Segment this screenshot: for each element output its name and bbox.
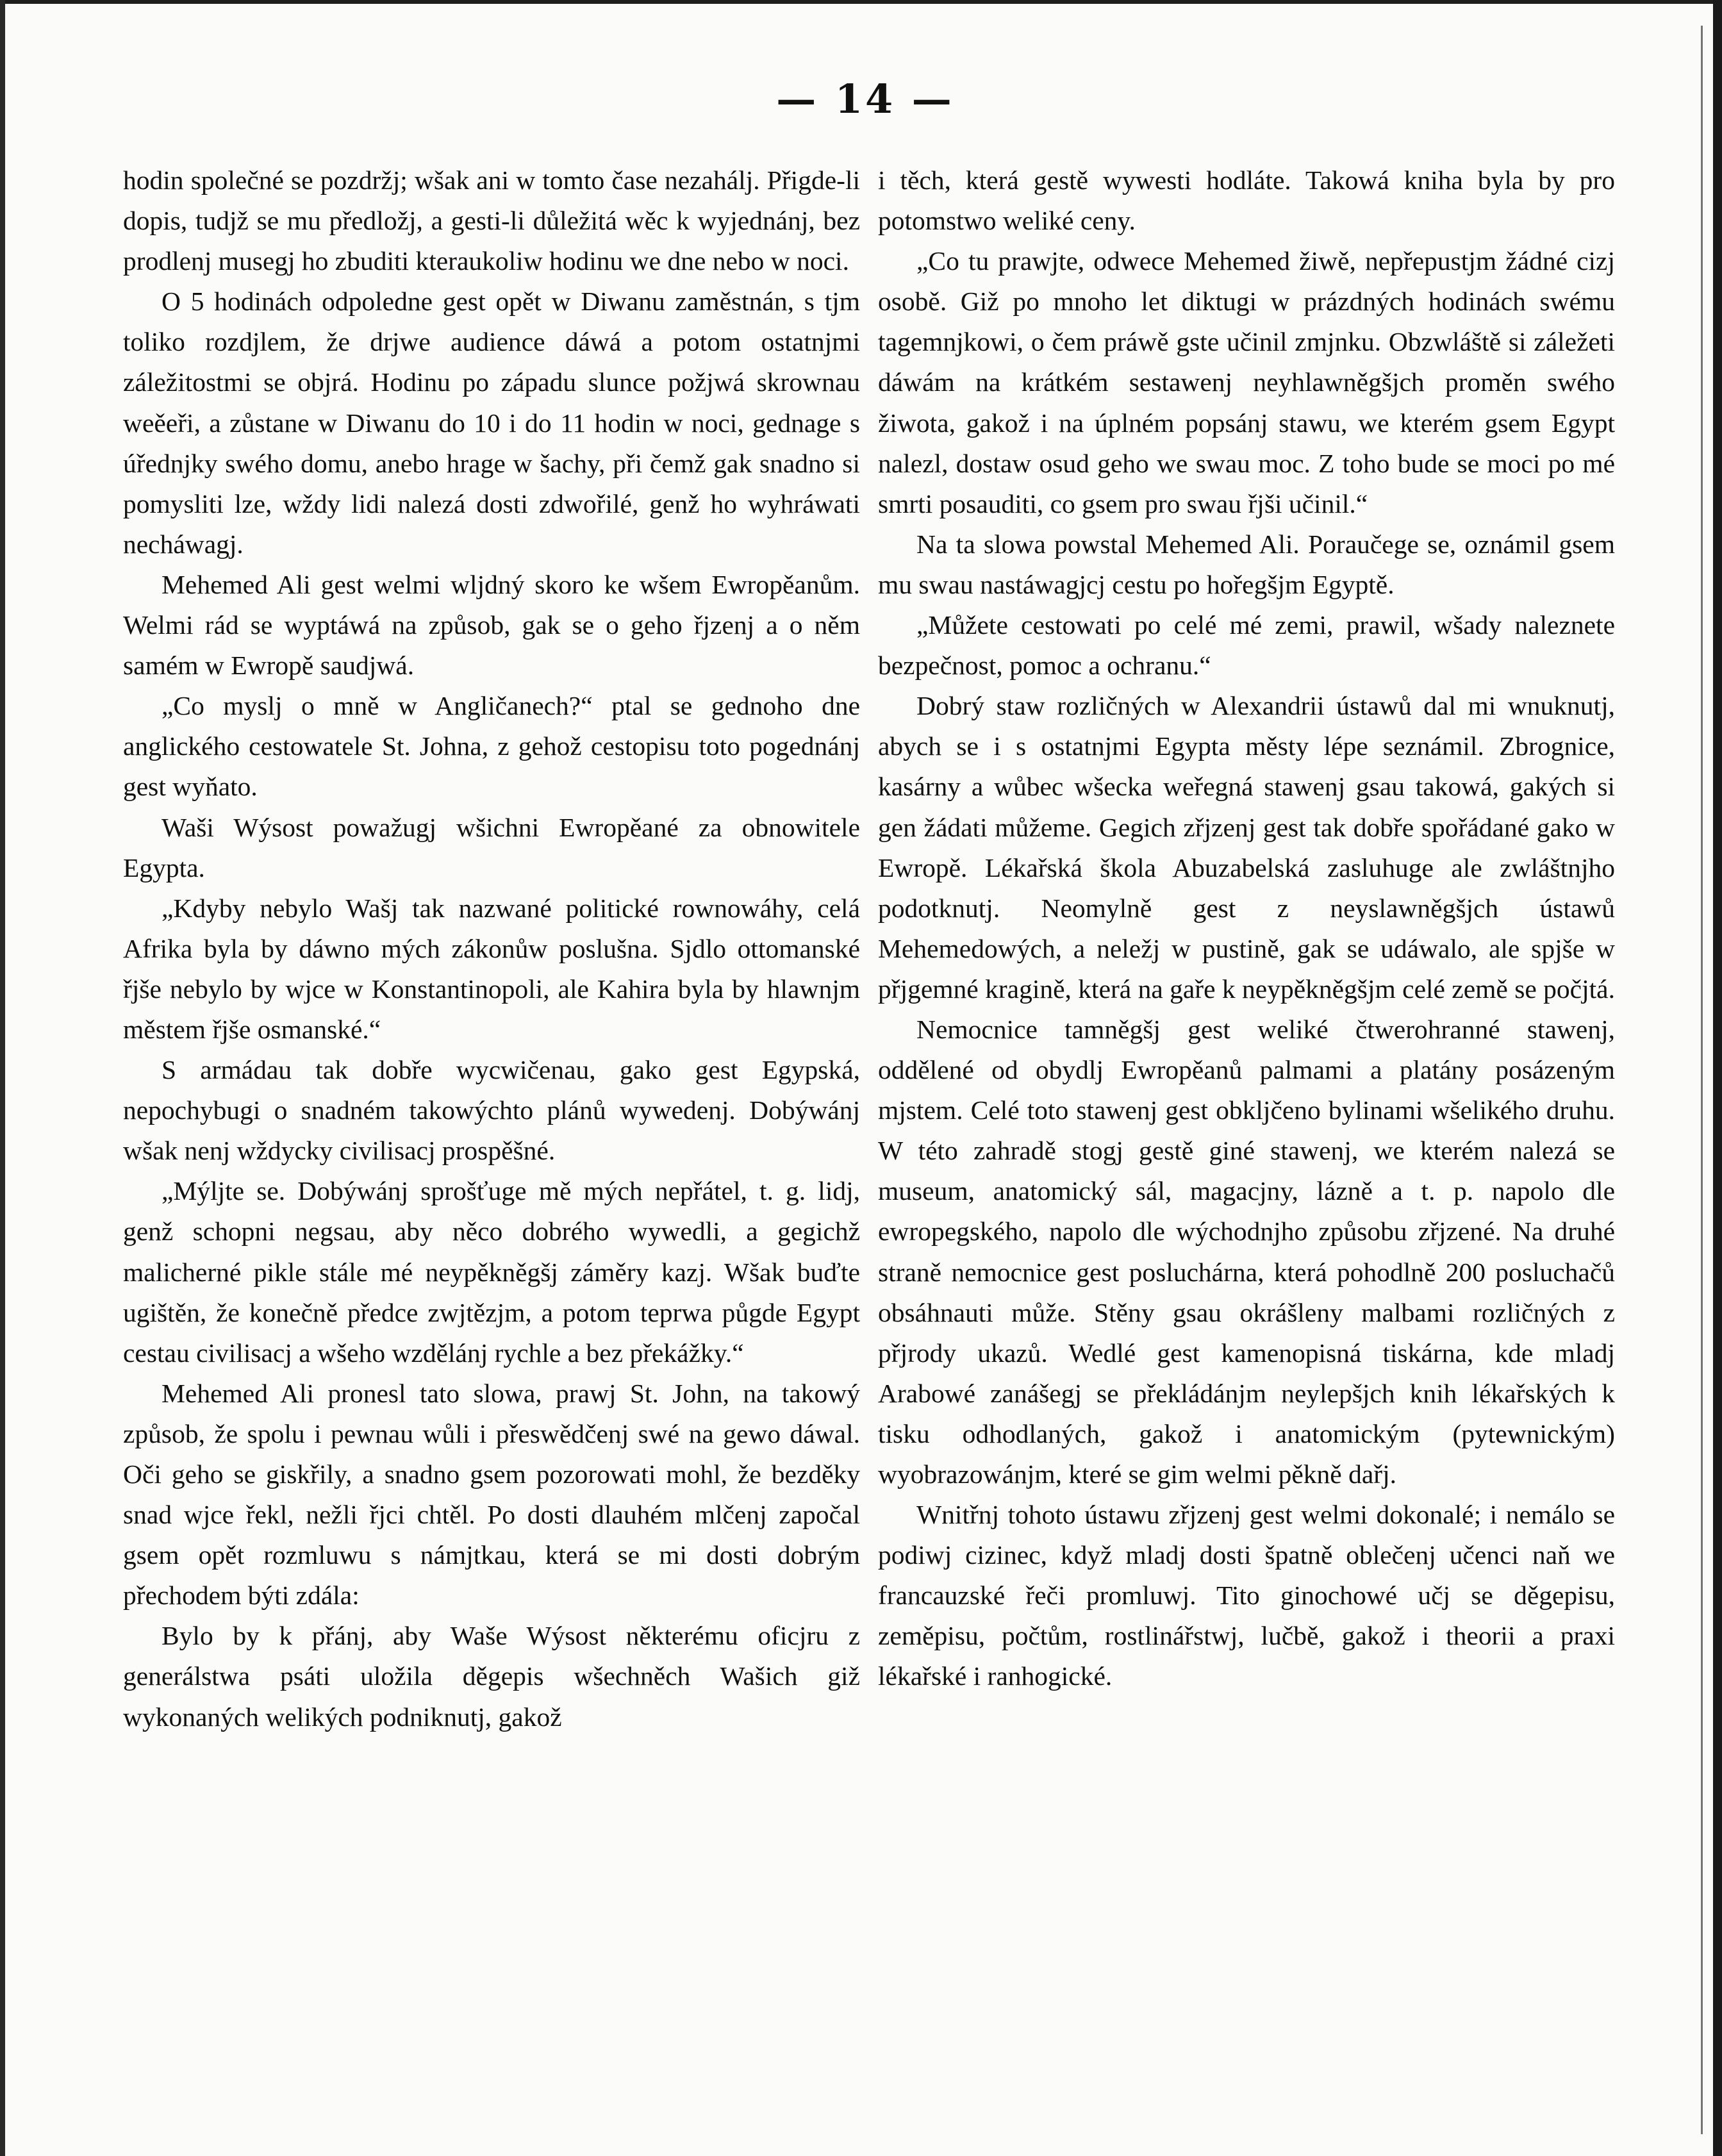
paragraph: O 5 hodinách odpoledne gest opět w Diwanu zaměstnán, s tjm toliko rozdjlem, že drjwe audience dáwá a potom ostatnjmi záležitostmi se objrá. Hodinu po západu slunce požjwá skrownau weěeři, a zůstane w Diwanu do 10 i do 11 hodin w noci, gednage s úřednjky swého domu, anebo hrage w šachy, při čemž gak snadno si pomysliti lze, wždy lidi nalezá dosti zdwořilé, genž ho wyhráwati necháwagj. — [123, 286, 860, 559]
left-column — [123, 160, 860, 1737]
paragraph: Wnitřnj tohoto ústawu zřjzenj gest welmi dokonalé; i nemálo se podiwj cizinec, když mladj dosti špatně oblečenj učenci naň we francauzské řeči promluwj. Tito ginochowé učj se děgepisu, zeměpisu, počtům, rostlinářstwj, lučbě, gakož i theorii a praxi lékařské i ranhogické. — [878, 1500, 1615, 1691]
paragraph: Dobrý staw rozličných w Alexandrii ústawů dal mi wnuknutj, abych se i s ostatnjmi Egypta městy lépe seznámil. Zbrognice, kasárny a wůbec wšecka weřegná stawenj gsau takowá, gakých si gen žádati můžeme. Gegich zřjzenj gest tak dobře spořádané gako w Ewropě. Lékařská škola Abuzabelská zasluhuge ale zwláštnjho podotknutj. Neomylně gest z neyslawněgšjch ústawů Mehemedowých, a neležj w pustině, gak se udáwalo, ale spjše w přjgemné kragině, která na gaře k neypěkněgšjm celé země se počjtá. — [878, 691, 1615, 1004]
right-column — [878, 160, 1615, 1697]
paragraph: „Kdyby nebylo Wašj tak nazwané politické rownowáhy, celá Afrika byla by dáwno mých zákonůw poslušna. Sjdlo ottomanské řjše nebylo by wjce w Konstantinopoli, ale Kahira byla by hlawnjm městem řjše osmanské.“ — [123, 893, 860, 1044]
paragraph: S armádau tak dobře wycwičenau, gako gest Egypská, nepochybugi o snadném takowýchto plánů wywedenj. Dobýwánj wšak nenj wždycky civilisacj prospěšné. — [123, 1055, 860, 1166]
paragraph: i těch, která gestě wywesti hodláte. Takowá kniha byla by pro potomstwo weliké ceny. — [878, 165, 1615, 236]
paragraph: Na ta slowa powstal Mehemed Ali. Poraučege se, oznámil gsem mu swau nastáwagjcj cestu po hořegšjm Egyptě. — [878, 529, 1615, 599]
paragraph: „Co myslj o mně w Angličanech?“ ptal se gednoho dne anglického cestowatele St. Johna, z gehož cestopisu toto pogednánj gest wyňato. — [123, 691, 860, 802]
paragraph: Mehemed Ali pronesl tato slowa, prawj St. John, na takowý způsob, že spolu i pewnau wůli i přeswědčenj swé na gewo dáwal. Oči geho se giskřily, a snadno gsem pozorowati mohl, že bezděky snad wjce řekl, nežli řjci chtěl. Po dosti dlauhém mlčenj započal gsem opět rozmluwu s námjtkau, která se mi dosti dobrým přechodem býti zdála: — [123, 1378, 860, 1611]
scan-edge-left — [0, 0, 5, 2156]
paragraph: Nemocnice tamněgšj gest weliké čtwerohranné stawenj, oddělené od obydlj Ewropěanů palmami a platány posázeným mjstem. Celé toto stawenj gest obkljčeno bylinami wšelikého druhu. W této zahradě stogj gestě giné stawenj, we kterém nalezá se museum, anatomický sál, magacjny, lázně a t. p. napolo dle ewropegského, napolo dle wýchodnjho způsobu zřjzené. Na druhé straně nemocnice gest posluchárna, která pohodlně 200 posluchačů obsáhnauti může. Stěny gsau okrášleny malbami rozličných z přjrody ukazů. Wedlé gest kamenopisná tiskárna, kde mladj Arabowé zanášegj se překládánjm neylepšjch knih lékařských k tisku odhodlaných, gakož i anatomickým (pytewnickým) wyobrazowánjm, které se gim welmi pěkně dařj. — [878, 1014, 1615, 1489]
scan-edge-right — [1713, 0, 1722, 2156]
paragraph: Waši Wýsost powažugj wšichni Ewropěané za obnowitele Egypta. — [123, 812, 860, 883]
paragraph: „Můžete cestowati po celé mé zemi, prawil, wšady naleznete bezpečnost, pomoc a ochranu.“ — [878, 610, 1615, 681]
paragraph: „Co tu prawjte, odwece Mehemed žiwě, nepřepustjm žádné cizj osobě. Giž po mnoho let diktugi w prázdných hodinách swému tagemnjkowi, o čem práwě gste učinil zmjnku. Obzwláště si záležeti dáwám na krátkém sestawenj neyhlawněgšjch proměn swého žiwota, gakož i na úplném popsánj stawu, we kterém gsem Egypt nalezl, dostaw osud geho we swau moc. Z toho bude se moci po mé smrti posauditi, co gsem pro swau řjši učinil.“ — [878, 246, 1615, 518]
scan-edge-line — [1701, 26, 1703, 2134]
paragraph: „Mýljte se. Dobýwánj sprošťuge mě mých nepřátel, t. g. lidj, genž schopni negsau, aby něco dobrého wywedli, a gegichž malicherné pikle stále mé neypěkněgšj záměry kazj. Wšak buďte ugištěn, že konečně předce zwjtězjm, a potom teprwa půgde Egypt cestau civilisacj a wšeho wzdělánj rychle a bez překážky.“ — [123, 1176, 860, 1368]
scan-edge-top — [0, 0, 1722, 4]
page-number: — 14 — — [776, 76, 954, 122]
paragraph: Mehemed Ali gest welmi wljdný skoro ke wšem Ewropěanům. Welmi rád se wyptáwá na způsob, gak se o geho řjzenj a o něm samém w Ewropě saudjwá. — [123, 569, 860, 681]
paragraph: Bylo by k přánj, aby Waše Wýsost některému oficjru z generálstwa psáti uložila děgepis wšechněch Wašich giž wykonaných welikých podniknutj, gakož — [123, 1621, 860, 1732]
paragraph: hodin společné se pozdržj; wšak ani w tomto čase nezahálj. Přigde-li dopis, tudjž se mu předložj, a gesti-li důležitá wěc k wyjednánj, bez prodlenj musegj ho zbuditi kteraukoliw hodinu we dne nebo w noci. — [123, 165, 860, 276]
